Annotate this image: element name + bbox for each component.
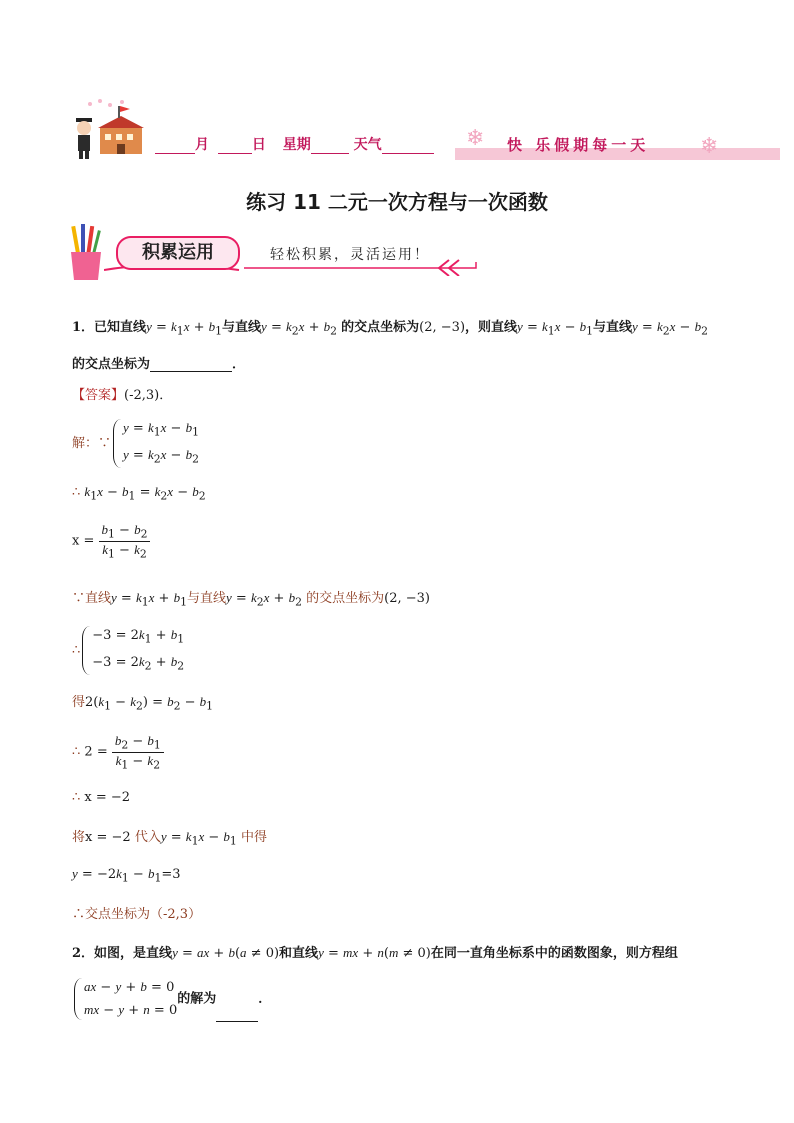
section-subtitle: 轻松积累，灵活运用！ xyxy=(270,247,430,263)
month-label: 月 xyxy=(195,137,209,153)
question-text: 的解为 xyxy=(177,991,217,1007)
snowflake-icon: ❄ xyxy=(466,126,485,151)
page-title: 练习 11 二元一次方程与一次函数 xyxy=(246,190,548,214)
day-blank[interactable] xyxy=(218,139,252,154)
solution-step: 得$2(k_1 - k_2) = b_2 - b_1$ xyxy=(72,694,214,713)
solution-text: 中得 xyxy=(240,830,267,845)
question-1-cont xyxy=(72,353,245,372)
equation-system: ax − y + b = 0 mx − y + n = 0 xyxy=(72,976,177,1022)
solution-text: 代入 xyxy=(134,830,161,845)
fraction: $\frac{b_1 - b_2}{k_1 - k_2}$ xyxy=(99,522,151,560)
question-text: ，则直线 xyxy=(465,320,518,335)
month-blank[interactable] xyxy=(155,139,195,154)
weekday-label: 星期 xyxy=(282,137,311,153)
answer-blank[interactable] xyxy=(150,357,232,372)
solution-text: ∵直线 xyxy=(72,591,112,606)
solution-text: 的交点坐标为 xyxy=(306,591,385,606)
solution-text: 解：∵ xyxy=(72,436,112,452)
solution-text: 得 xyxy=(72,695,86,710)
question-1: 1．已知直线$y = k_1x + b_1$与直线$y = k_2x + b_2$ 的交点坐标为(2, −3)，则直线$y = k_1x - b_1$与直线$y = k_2x - b_2$ xyxy=(72,319,708,338)
solution-step: 将x = −2 代入$y = k_1x - b_1$ 中得 xyxy=(72,829,267,848)
question-text: 在同一直角坐标系中的函数图象，则方程组 xyxy=(430,946,678,961)
school-building-icon xyxy=(98,106,144,154)
snowflake-icon: ❄ xyxy=(700,134,719,159)
question-text: 与直线 xyxy=(593,320,633,335)
day-label: 日 xyxy=(251,137,266,153)
solution-conclusion: ∴交点坐标为（-2,3） xyxy=(72,907,202,922)
solution-text: 将 xyxy=(72,830,86,845)
answer-blank[interactable] xyxy=(216,1007,258,1022)
snowflake-icon xyxy=(88,99,124,107)
solution-step: ∴ $k_1x - b_1 = k_2x - b_2$ xyxy=(72,484,206,503)
solution-step: ∴ 2 = $\frac{b_2 - b_1}{k_1 - k_2}$ xyxy=(72,733,164,771)
question-text: 如图，是直线 xyxy=(94,946,173,961)
question-text: ． xyxy=(232,357,246,372)
weekday-blank[interactable] xyxy=(311,139,349,154)
equation-system: $-3 = 2k_1 + b_1$ $-3 = 2k_2 + b_2$ xyxy=(80,624,184,677)
question-number: 2． xyxy=(72,946,95,961)
fraction: $\frac{b_2 - b_1}{k_1 - k_2}$ xyxy=(112,733,164,771)
question-text: ． xyxy=(258,991,272,1007)
date-line xyxy=(155,134,434,154)
equation-system: $y = k_1x - b_1$ $y = k_2x - b_2$ xyxy=(111,417,199,470)
question-2: 2．如图，是直线y = ax + b(a ≠ 0)和直线y = mx + n(m ≠ 0)在同一直角坐标系中的函数图象，则方程组 xyxy=(72,945,678,961)
student-icon xyxy=(76,118,92,159)
question-text: 的交点坐标为 xyxy=(341,320,420,335)
question-number: 1． xyxy=(72,320,95,335)
question-text: 已知直线 xyxy=(94,320,147,335)
slogan: 快 乐假期每一天 xyxy=(507,136,650,154)
solution-text: 与直线 xyxy=(186,591,226,606)
solution-step: $y = -2k_1 - b_1=3$ xyxy=(72,866,181,885)
pencil-cup-icon xyxy=(66,222,106,282)
weather-blank[interactable] xyxy=(382,139,434,154)
question-2-cont xyxy=(72,976,271,1022)
solution-step: ∴ x = −2 xyxy=(72,790,131,805)
answer-line xyxy=(72,384,172,403)
solution-system xyxy=(72,417,199,470)
answer-value: (-2,3)． xyxy=(124,388,173,403)
question-text: 的交点坐标为 xyxy=(72,357,151,372)
solution-system: ∴ $-3 = 2k_1 + b_1$ $-3 = 2k_2 + b_2$ xyxy=(72,624,184,677)
solution-step: ∵直线$y = k_1x + b_1$与直线$y = k_2x + b_2$ 的交点坐标为(2, −3) xyxy=(72,590,430,609)
header-illustration xyxy=(70,96,150,160)
section-label: 积累运用 xyxy=(116,236,240,270)
solution-step: x = $\frac{b_1 - b_2}{k_1 - k_2}$ xyxy=(72,522,150,560)
question-text: 与直线 xyxy=(222,320,262,335)
question-text: 和直线 xyxy=(279,946,319,961)
answer-label: 【答案】 xyxy=(72,388,125,403)
weather-label: 天气 xyxy=(353,137,382,153)
